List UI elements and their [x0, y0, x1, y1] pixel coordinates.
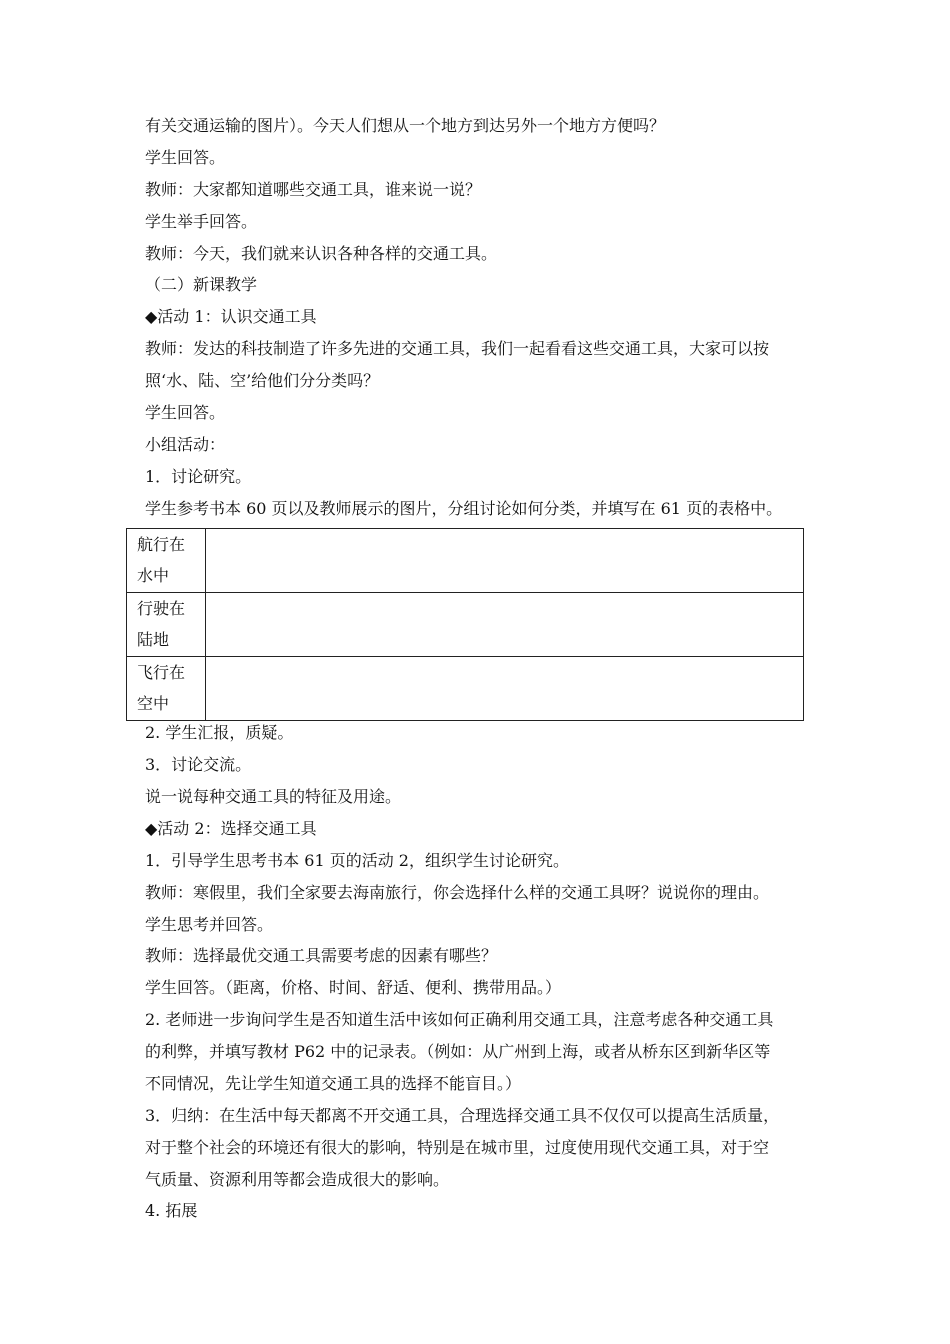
activity-heading: ◆活动 1：认识交通工具: [145, 307, 317, 326]
text-line: 教师：发达的科技制造了许多先进的交通工具，我们一起看看这些交通工具，大家可以按: [145, 339, 770, 358]
text-line: 学生回答。: [145, 403, 226, 422]
answer-cell: [206, 529, 804, 593]
section-heading: （二）新课教学: [145, 275, 258, 294]
text-line: 学生参考书本 60 页以及教师展示的图片，分组讨论如何分类，并填写在 61 页的表格中。: [145, 499, 783, 518]
text-line: 教师：选择最优交通工具需要考虑的因素有哪些？: [145, 946, 498, 965]
row-label: [127, 529, 206, 593]
text-line: 对于整个社会的环境还有很大的影响，特别是在城市里，过度使用现代交通工具，对于空: [145, 1138, 770, 1157]
text-line: 教师：寒假里，我们全家要去海南旅行，你会选择什么样的交通工具呀？说说你的理由。: [145, 883, 770, 902]
text-line: 气质量、资源利用等都会造成很大的影响。: [145, 1170, 450, 1189]
classification-table: [126, 528, 804, 721]
text-line: 学生思考并回答。: [145, 915, 274, 934]
row-label-line: 水中: [137, 566, 170, 585]
text-line: 2. 学生汇报，质疑。: [145, 723, 294, 742]
text-line: 2. 老师进一步询问学生是否知道生活中该如何正确利用交通工具，注意考虑各种交通工具: [145, 1010, 774, 1029]
text-line: 3．归纳：在生活中每天都离不开交通工具，合理选择交通工具不仅仅可以提高生活质量，: [145, 1106, 780, 1125]
row-label-line: 航行在: [137, 535, 186, 554]
text-line: 1．讨论研究。: [145, 467, 252, 486]
row-label-line: 飞行在: [137, 663, 186, 682]
text-line: 1．引导学生思考书本 61 页的活动 2，组织学生讨论研究。: [145, 851, 569, 870]
row-label: [127, 657, 206, 721]
text-line: 教师：大家都知道哪些交通工具，谁来说一说？: [145, 180, 482, 199]
text-line: 说一说每种交通工具的特征及用途。: [145, 787, 402, 806]
text-line: 有关交通运输的图片）。今天人们想从一个地方到达另外一个地方方便吗？: [145, 116, 666, 135]
text-line: 照‘水、陆、空’给他们分分类吗？: [145, 371, 380, 390]
text-line: 教师：今天，我们就来认识各种各样的交通工具。: [145, 244, 498, 263]
text-line: 3．讨论交流。: [145, 755, 252, 774]
activity-heading: ◆活动 2：选择交通工具: [145, 819, 317, 838]
row-label-line: 行驶在: [137, 599, 186, 618]
text-line: 4. 拓展: [145, 1201, 198, 1220]
row-label-line: 空中: [137, 694, 170, 713]
table-row: [127, 593, 804, 657]
table-row: [127, 657, 804, 721]
text-line: 学生回答。: [145, 148, 226, 167]
text-line: 的利弊，并填写教材 P62 中的记录表。（例如：从广州到上海，或者从桥东区到新华区等: [145, 1042, 771, 1061]
text-line: 小组活动：: [145, 435, 226, 454]
row-label-line: 陆地: [137, 630, 170, 649]
text-line: 学生举手回答。: [145, 212, 258, 231]
text-line: 学生回答。（距离，价格、时间、舒适、便利、携带用品。）: [145, 978, 562, 997]
row-label: [127, 593, 206, 657]
answer-cell: [206, 593, 804, 657]
answer-cell: [206, 657, 804, 721]
text-line: 不同情况，先让学生知道交通工具的选择不能盲目。）: [145, 1074, 522, 1093]
table-row: [127, 529, 804, 593]
